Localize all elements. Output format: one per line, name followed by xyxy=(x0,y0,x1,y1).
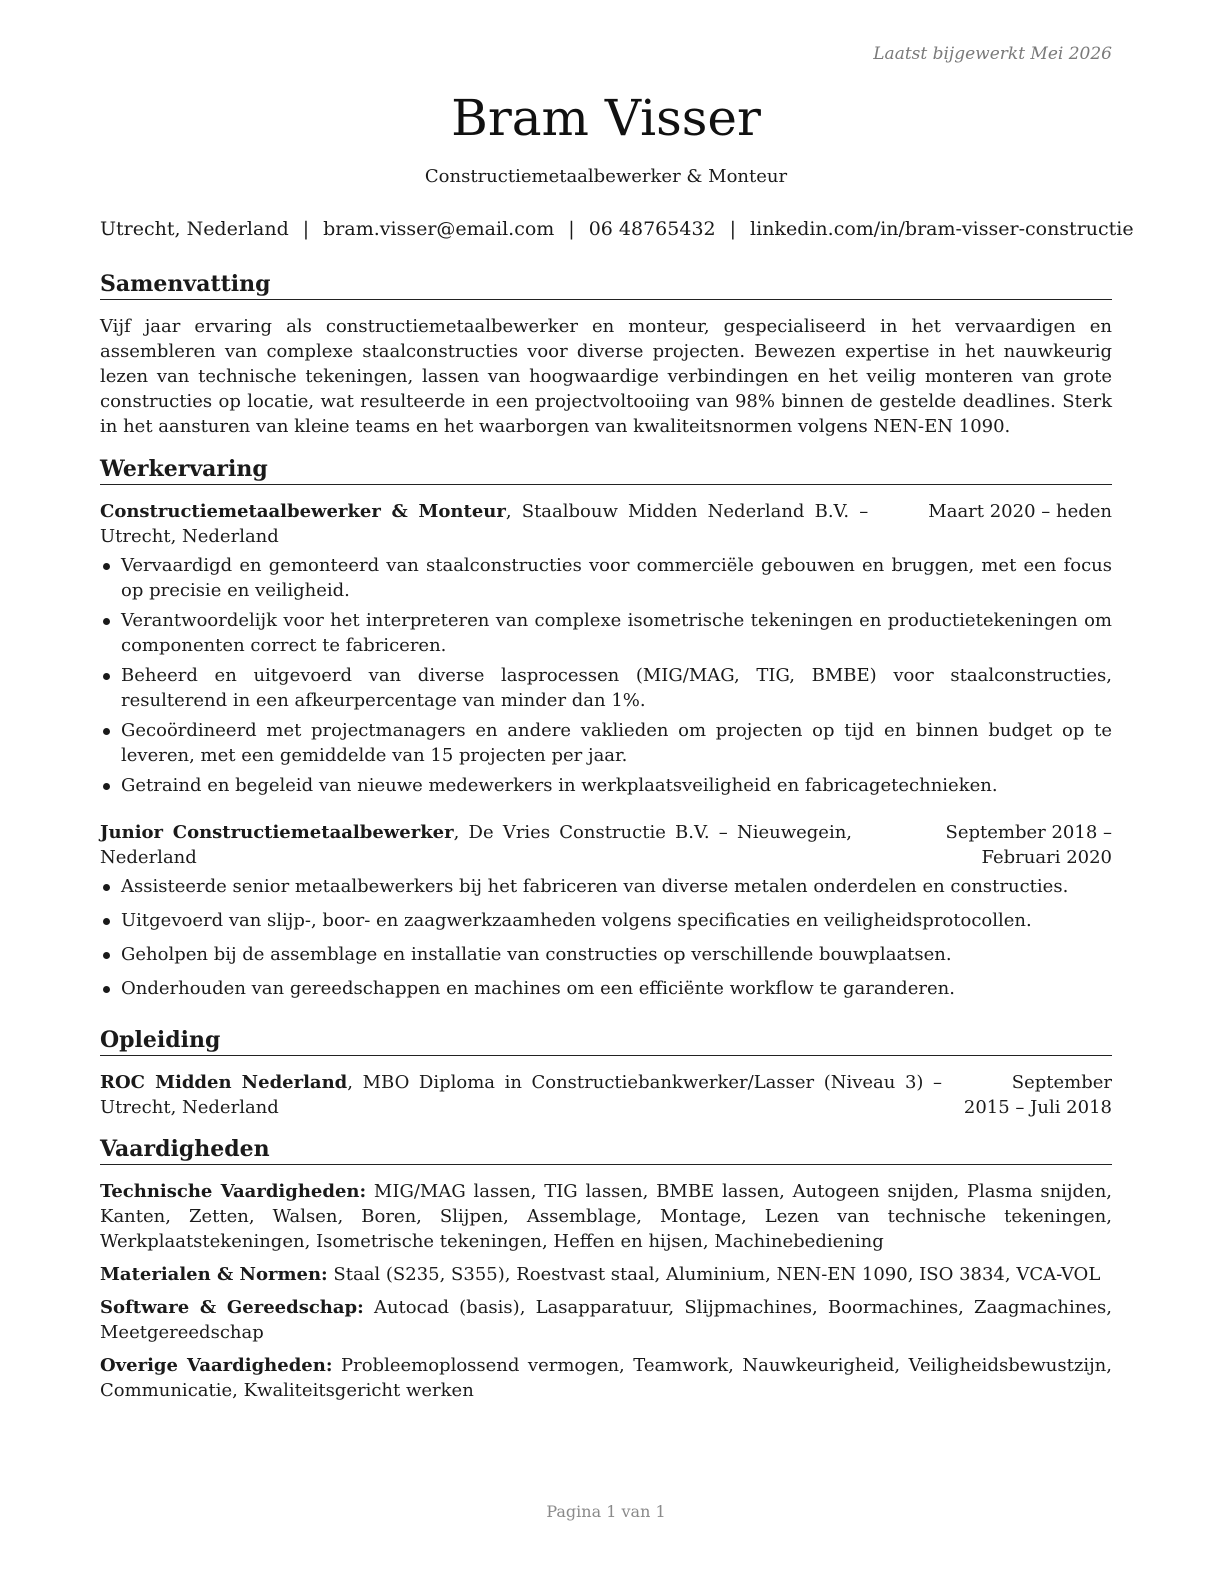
list-item: Geholpen bij de assemblage en installatie van constructies op verschillende bouwplaatsen. xyxy=(100,942,1112,967)
job-company: , De Vries Constructie B.V. – Nieuwegein, Nederland xyxy=(100,822,853,868)
list-item: Gecoördineerd met projectmanagers en andere vaklieden om projecten op tijd en binnen budget op te leveren, met een gemiddelde van 15 projecten per jaar. xyxy=(100,718,1112,768)
education-section xyxy=(100,1026,1112,1120)
job-bullets xyxy=(100,553,1112,798)
skill-group xyxy=(100,1262,1112,1287)
education-school: ROC Midden Nederland xyxy=(100,1072,348,1093)
skill-text: MIG/MAG lassen, TIG lassen, BMBE lassen, Autogeen snijden, Plasma snijden, Kanten, Zetten, Walsen, Boren, Slijpen, Assemblage, Montage, Lezen van technische tekeningen, Werkplaatstekeningen, Isometrische tekeningen, Heffen en hijsen, Machinebediening xyxy=(100,1181,1113,1252)
last-updated: Laatst bijgewerkt Mei 2026 xyxy=(873,44,1112,64)
job-entry xyxy=(100,499,1112,798)
section-title-skills: Vaardigheden xyxy=(100,1135,1112,1165)
job-bullets xyxy=(100,874,1112,1001)
skill-label: Overige Vaardigheden: xyxy=(100,1355,333,1376)
list-item: Uitgevoerd van slijp-, boor- en zaagwerkzaamheden volgens specificaties en veiligheidsprotocollen. xyxy=(100,908,1112,933)
job-header xyxy=(100,499,1112,549)
list-item: Assisteerde senior metaalbewerkers bij het fabriceren van diverse metalen onderdelen en constructies. xyxy=(100,874,1112,899)
candidate-title: Constructiemetaalbewerker & Monteur xyxy=(424,166,788,187)
contact-linkedin[interactable]: linkedin.com/in/bram-visser-constructie xyxy=(750,218,1134,240)
contact-separator: | xyxy=(302,218,310,240)
job-header xyxy=(100,820,1112,870)
section-title-experience: Werkervaring xyxy=(100,455,1112,485)
education-dates: September 2015 – Juli 2018 xyxy=(963,1072,1112,1118)
contact-separator: | xyxy=(568,218,575,240)
section-title-summary: Samenvatting xyxy=(100,270,1112,300)
experience-section xyxy=(100,455,1112,1010)
contact-location: Utrecht, Nederland xyxy=(100,218,289,240)
education-detail: , MBO Diploma in Constructiebankwerker/Lasser (Niveau 3) – Utrecht, Nederland xyxy=(100,1072,942,1118)
skill-label: Materialen & Normen: xyxy=(100,1264,328,1285)
contact-email[interactable]: bram.visser@email.com xyxy=(323,218,555,240)
education-entry xyxy=(100,1070,1112,1120)
job-role: Constructiemetaalbewerker & Monteur xyxy=(100,501,506,522)
skill-group xyxy=(100,1295,1112,1345)
job-dates: September 2018 – Februari 2020 xyxy=(945,822,1112,868)
skill-text: Autocad (basis), Lasapparatuur, Slijpmachines, Boormachines, Zaagmachines, Meetgereedschap xyxy=(100,1297,1112,1343)
job-dates: Maart 2020 – heden xyxy=(928,501,1112,522)
section-title-education: Opleiding xyxy=(100,1026,1112,1056)
list-item: Onderhouden van gereedschappen en machines om een efficiënte workflow te garanderen. xyxy=(100,976,1112,1001)
skill-label: Software & Gereedschap: xyxy=(100,1297,364,1318)
contact-line xyxy=(100,218,1134,240)
job-role: Junior Constructiemetaalbewerker xyxy=(100,822,454,843)
job-entry xyxy=(100,820,1112,1001)
contact-separator: | xyxy=(729,218,737,240)
skill-text: Probleemoplossend vermogen, Teamwork, Nauwkeurigheid, Veiligheidsbewustzijn, Communicatie, Kwaliteitsgericht werken xyxy=(100,1355,1112,1401)
skills-list xyxy=(100,1179,1112,1403)
contact-phone: 06 48765432 xyxy=(588,218,716,240)
list-item: Vervaardigd en gemonteerd van staalconstructies voor commerciële gebouwen en bruggen, met een focus op precisie en veiligheid. xyxy=(100,553,1112,603)
job-company: , Staalbouw Midden Nederland B.V. – Utrecht, Nederland xyxy=(100,501,869,547)
page-number: Pagina 1 van 1 xyxy=(546,1502,666,1521)
skill-text: Staal (S235, S355), Roestvast staal, Aluminium, NEN-EN 1090, ISO 3834, VCA-VOL xyxy=(327,1264,1101,1285)
summary-text: Vijf jaar ervaring als constructiemetaalbewerker en monteur, gespecialiseerd in het vervaardigen en assembleren van complexe staalconstructies voor diverse projecten. Bewezen expertise in het nauwkeurig lezen van technische tekeningen, lassen van hoogwaardige verbindingen en het veilig monteren van grote constructies op locatie, wat resulteerde in een projectvoltooiing van 98% binnen de gestelde deadlines. Sterk in het aansturen van kleine teams en het waarborgen van kwaliteitsnormen volgens NEN-EN 1090. xyxy=(100,316,1112,437)
skill-label: Technische Vaardigheden: xyxy=(100,1181,367,1202)
candidate-name: Bram Visser xyxy=(451,89,761,147)
list-item: Verantwoordelijk voor het interpreteren van complexe isometrische tekeningen en productietekeningen om componenten correct te fabriceren. xyxy=(100,608,1112,658)
skill-group xyxy=(100,1179,1112,1254)
summary-section xyxy=(100,270,1112,439)
list-item: Getraind en begeleid van nieuwe medewerkers in werkplaatsveiligheid en fabricagetechnieken. xyxy=(100,773,1112,798)
list-item: Beheerd en uitgevoerd van diverse lasprocessen (MIG/MAG, TIG, BMBE) voor staalconstructies, resulterend in een afkeurpercentage van minder dan 1%. xyxy=(100,663,1112,713)
skills-section xyxy=(100,1135,1112,1411)
skill-group xyxy=(100,1353,1112,1403)
resume-page xyxy=(100,0,1134,1584)
